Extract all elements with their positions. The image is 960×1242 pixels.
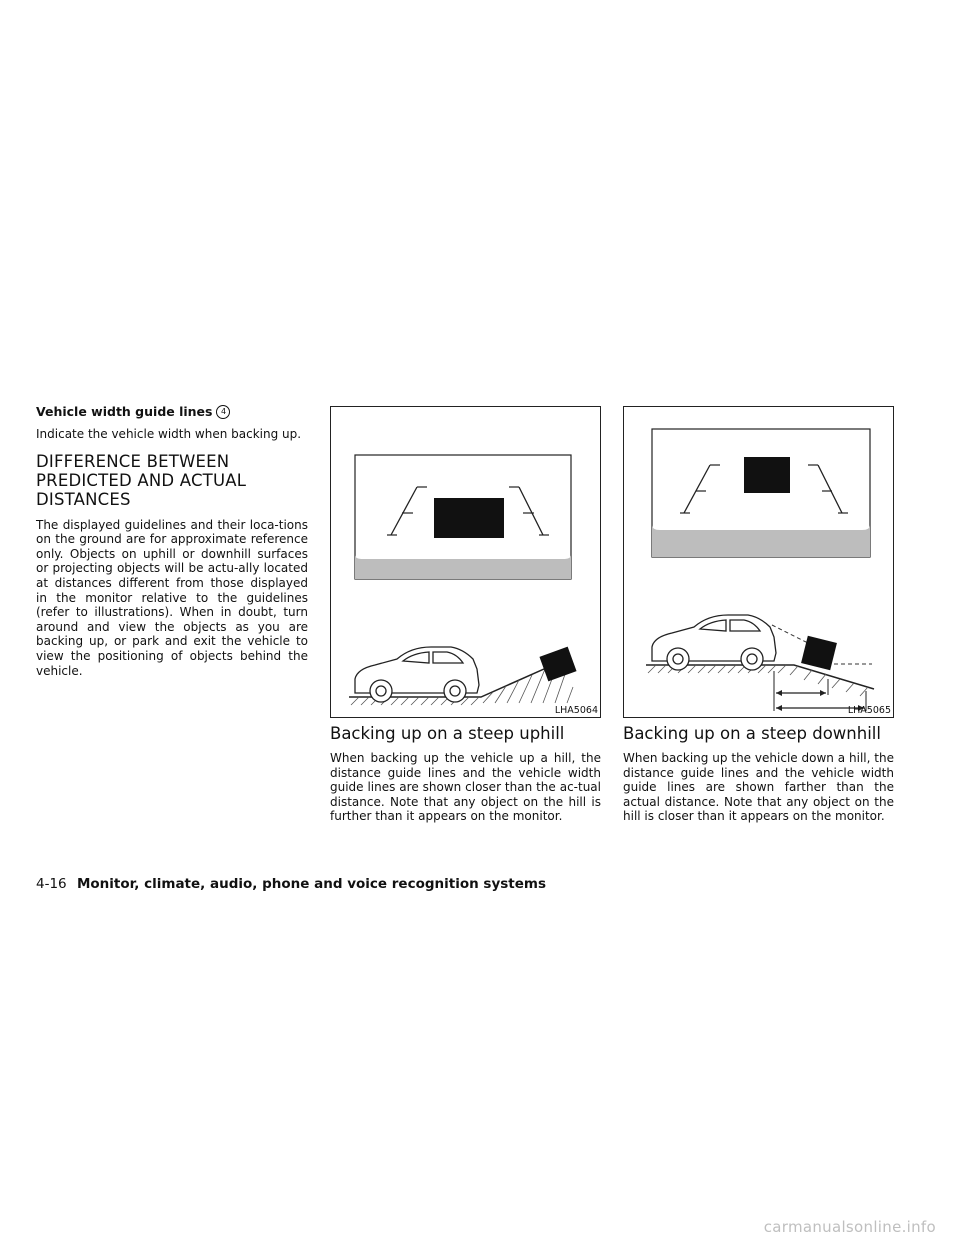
object-block [539,647,576,682]
uphill-caption-text: When backing up the vehicle up a hill, the distance guide lines and the vehicle width guide lines are shown closer than the ac-tual distance. Note that any object on the hill is further than it appears on the monitor. [330,751,601,824]
figure-id: LHA5065 [847,705,891,716]
page-number: 4-16 [36,876,67,892]
width-guide-text: Indicate the vehicle width when backing up. [36,427,302,441]
marker-4-icon: 4 [216,405,230,419]
object-on-screen [744,457,790,493]
width-guide-heading [36,404,308,419]
downhill-caption [623,724,894,834]
downhill-illustration [624,407,893,717]
car-illustration [355,647,479,702]
difference-section-text: The displayed guidelines and their loca-tions on the ground are for approximate reference only. Objects on uphill or downhill surfaces or projecting objects will be actu-ally located at distances different from those displayed in the monitor relative to the guidelines (refer to illustrations). When in doubt, turn around and view the objects as you are backing up, or park and exit the vehicle to view the positioning of objects behind the vehicle. [36,517,308,678]
chapter-title: Monitor, climate, audio, phone and voice recognition systems [76,876,547,892]
uphill-caption-title: Backing up on a steep uphill [330,724,565,743]
downhill-caption-text: When backing up the vehicle down a hill, the distance guide lines and the vehicle width guide lines are shown farther than the actual distance. Note that any object on the hill is closer than it appears on the monitor. [623,751,894,824]
width-guide-heading-text: Vehicle width guide lines [36,404,213,419]
watermark: carmanualsonline.info [763,1218,936,1236]
object-block [801,636,837,670]
left-column [36,404,308,688]
downhill-caption-title: Backing up on a steep downhill [623,724,881,743]
page-footer [36,876,546,892]
figure-id: LHA5064 [554,705,598,716]
difference-section-title: DIFFERENCE BETWEEN PREDICTED AND ACTUAL DISTANCES [36,451,247,509]
figure-uphill [330,406,601,718]
car-illustration [652,615,776,670]
uphill-illustration [331,407,600,717]
object-on-screen [434,498,504,538]
uphill-caption [330,724,601,834]
figure-downhill [623,406,894,718]
